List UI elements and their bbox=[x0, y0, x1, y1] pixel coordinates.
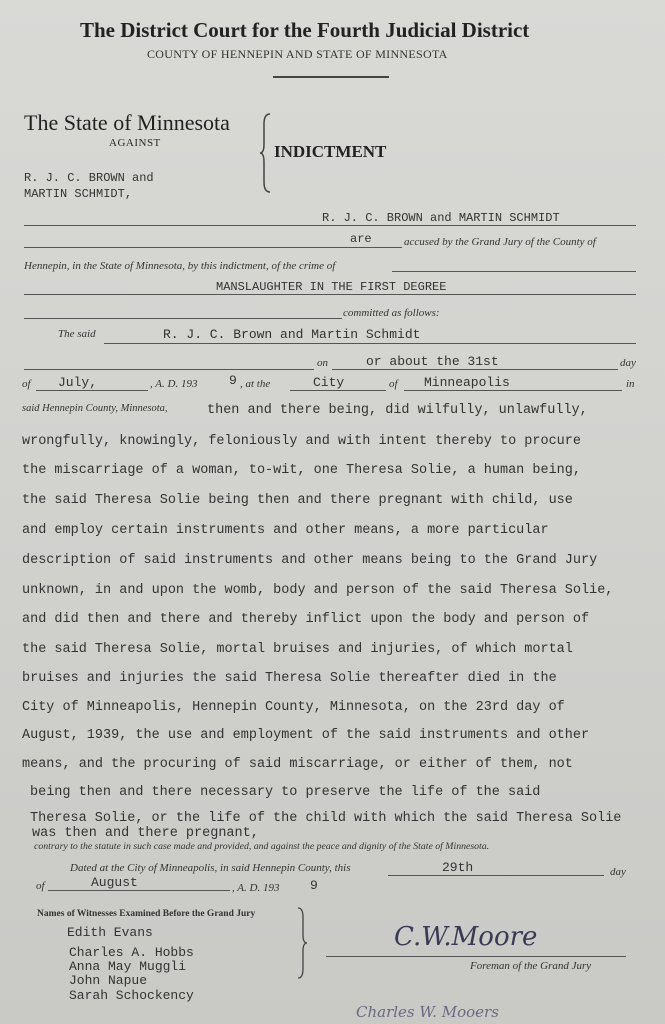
in-label: in bbox=[626, 378, 635, 390]
foreman-label: Foreman of the Grand Jury bbox=[470, 960, 592, 972]
day-label: day bbox=[620, 357, 636, 369]
city-word-line bbox=[290, 390, 386, 391]
said-names-line bbox=[104, 343, 636, 344]
body-line-15: Theresa Solie, or the life of the child with which the said Theresa Solie bbox=[30, 811, 622, 826]
accused-names: R. J. C. BROWN and MARTIN SCHMIDT bbox=[322, 211, 560, 225]
on-line-right bbox=[332, 369, 618, 370]
on-label: on bbox=[317, 357, 328, 369]
month-value: July, bbox=[58, 375, 98, 390]
year-digit: 9 bbox=[229, 373, 237, 388]
body-line-6: description of said instruments and other means being to the Grand Jury bbox=[22, 553, 598, 568]
header-divider bbox=[273, 76, 389, 78]
month-line bbox=[36, 390, 148, 391]
dated-of-label: of bbox=[36, 880, 45, 892]
body-line-7: unknown, in and upon the womb, body and person of the said Theresa Solie, bbox=[22, 583, 614, 598]
body-line-1: then and there being, did wilfully, unlawfully, bbox=[207, 403, 588, 418]
dated-month: August bbox=[91, 875, 138, 890]
county-subtitle: COUNTY OF HENNEPIN AND STATE OF MINNESOTA bbox=[147, 47, 448, 61]
accused-text: accused by the Grand Jury of the County of bbox=[404, 236, 596, 248]
body-line-8: and did then and there and thereby inflict upon the body and person of bbox=[22, 612, 590, 627]
witness-name-2: Charles A. Hobbs bbox=[69, 945, 194, 960]
foreman-signature: C.W.Moore bbox=[394, 922, 538, 952]
indictment-label: INDICTMENT bbox=[274, 142, 387, 161]
dated-day-label: day bbox=[610, 866, 626, 878]
body-line-4: the said Theresa Solie being then and there pregnant with child, use bbox=[22, 493, 573, 508]
body-line-3: the miscarriage of a woman, to-wit, one Theresa Solie, a human being, bbox=[22, 463, 581, 478]
dated-day: 29th bbox=[442, 860, 474, 875]
body-line-9: the said Theresa Solie, mortal bruises and injuries, of which mortal bbox=[22, 642, 573, 657]
dated-year-digit: 9 bbox=[310, 878, 318, 893]
county-text: said Hennepin County, Minnesota, bbox=[22, 403, 168, 414]
of-label: of bbox=[22, 378, 31, 390]
on-line-left bbox=[24, 369, 314, 370]
body-line-10: bruises and injuries the said Theresa Solie thereafter died in the bbox=[22, 671, 557, 686]
crime-line bbox=[24, 294, 636, 295]
city-word: City bbox=[313, 375, 345, 390]
defendant-line-2: MARTIN SCHMIDT, bbox=[24, 187, 133, 201]
hennepin-text: Hennepin, in the State of Minnesota, by this indictment, of the crime of bbox=[24, 260, 336, 272]
said-names: R. J. C. Brown and Martin Schmidt bbox=[163, 327, 421, 342]
dated-month-line bbox=[48, 890, 230, 891]
foreman-line bbox=[326, 956, 626, 957]
defendant-line-1: R. J. C. BROWN and bbox=[24, 171, 154, 185]
of-label-2: of bbox=[389, 378, 398, 390]
body-line-12: August, 1939, the use and employment of the said instruments and other bbox=[22, 728, 590, 743]
against-label: AGAINST bbox=[109, 137, 161, 149]
witness-name-3: Anna May Muggli bbox=[69, 959, 187, 974]
witnesses-heading: Names of Witnesses Examined Before the Grand Jury bbox=[37, 909, 256, 919]
the-said-label: The said bbox=[58, 328, 96, 340]
body-line-5: and employ certain instruments and other means, a more particular bbox=[22, 523, 549, 538]
crime-of-line bbox=[392, 271, 636, 272]
bottom-signature: Charles W. Mooers bbox=[356, 1003, 499, 1021]
crime-name: MANSLAUGHTER IN THE FIRST DEGREE bbox=[216, 280, 447, 294]
body-line-11: City of Minneapolis, Hennepin County, Minnesota, on the 23rd day of bbox=[22, 700, 565, 715]
committed-text: committed as follows: bbox=[343, 307, 440, 319]
dated-day-line bbox=[388, 875, 604, 876]
witness-brace bbox=[296, 906, 308, 980]
witness-name-5: Sarah Schockency bbox=[69, 988, 194, 1003]
dated-ad-label: , A. D. 193 bbox=[232, 882, 280, 894]
body-line-16: was then and there pregnant, bbox=[32, 826, 259, 841]
accused-names-line bbox=[24, 225, 636, 226]
plaintiff-name: The State of Minnesota bbox=[24, 110, 230, 135]
dated-text: Dated at the City of Minneapolis, in said Hennepin County, this bbox=[70, 862, 351, 874]
witness-name-1: Edith Evans bbox=[67, 925, 153, 940]
at-the-label: , at the bbox=[240, 378, 271, 390]
contrary-text: contrary to the statute in such case made and provided, and against the peace and dignity of the State of Minnesota. bbox=[34, 841, 490, 852]
body-line-2: wrongfully, knowingly, feloniously and with intent thereby to procure bbox=[22, 434, 581, 449]
city-name: Minneapolis bbox=[424, 375, 510, 390]
witness-name-4: John Napue bbox=[69, 973, 148, 988]
are-line bbox=[24, 247, 402, 248]
ad-label: , A. D. 193 bbox=[150, 378, 198, 390]
city-name-line bbox=[404, 390, 622, 391]
are-word: are bbox=[350, 232, 372, 246]
court-title: The District Court for the Fourth Judicial District bbox=[80, 18, 530, 42]
body-line-14: being then and there necessary to preserve the life of the said bbox=[30, 785, 541, 800]
body-line-13: means, and the procuring of said miscarriage, or either of them, not bbox=[22, 757, 573, 772]
date-text: or about the 31st bbox=[366, 354, 499, 369]
committed-line bbox=[24, 318, 342, 319]
